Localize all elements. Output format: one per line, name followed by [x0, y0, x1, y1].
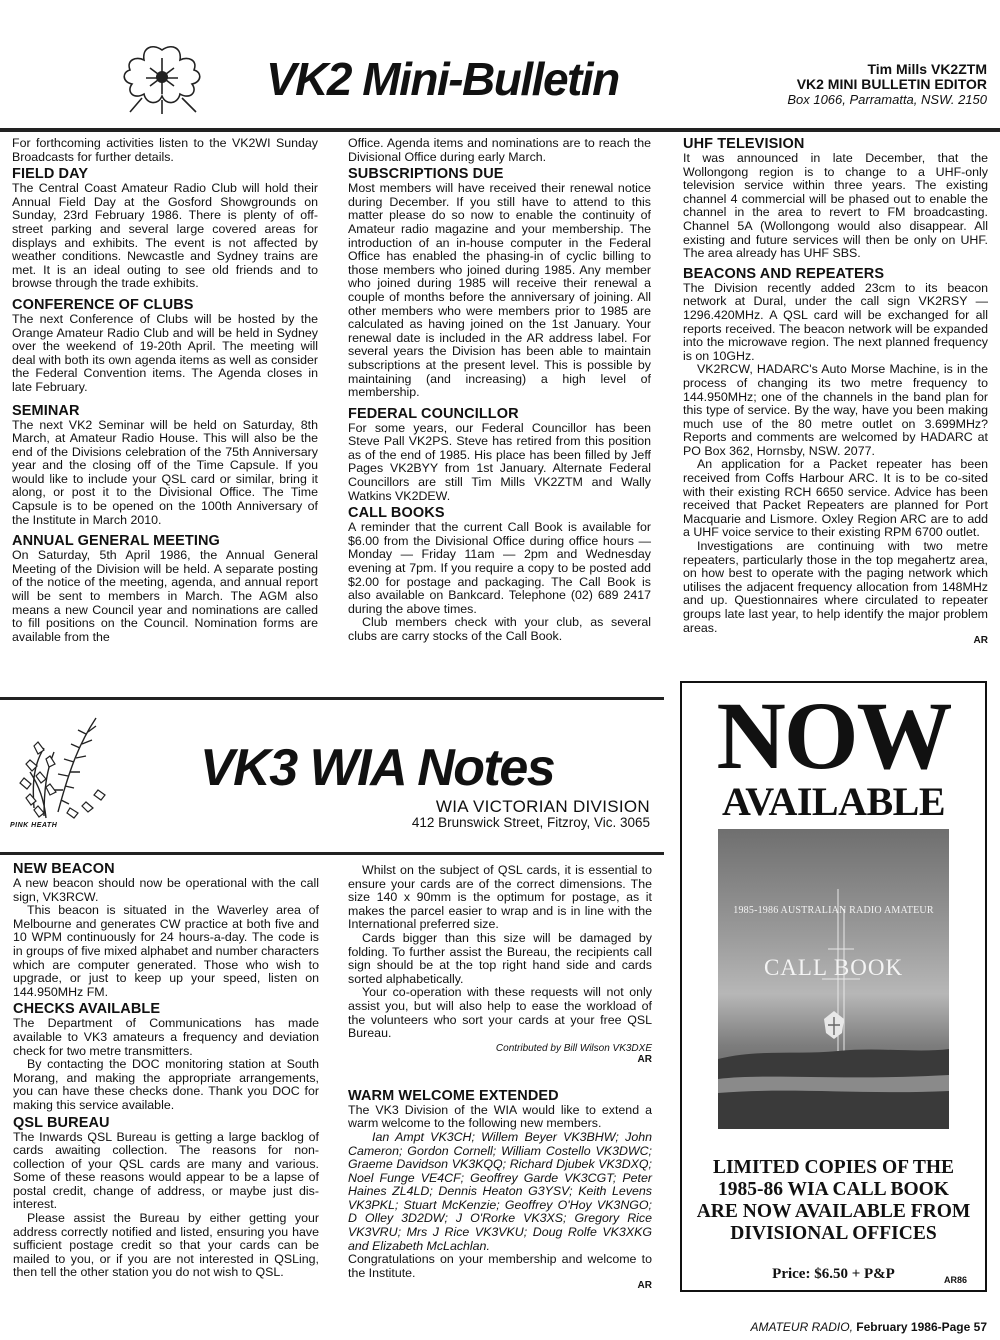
editor-name: Tim Mills VK2ZTM [867, 61, 987, 77]
subscriptions-heading: SUBSCRIPTIONS DUE [348, 166, 504, 183]
call-book-ad [680, 681, 987, 1292]
office-cont-text: Office. Agenda items and nominations are to reach the Divisional Office during early March. [348, 136, 651, 164]
vk2-column-2 [348, 137, 651, 644]
vk3-ar-sign-1: AR [637, 1053, 652, 1065]
conference-text: The next Conference of Clubs will be hosted by the Orange Amateur Radio Club and will be held in Sydney over the weekend of 19-20th April. The meeting will deal with both its own agenda items as well as consider the Federal Convention items. The Agenda closes in late February. [12, 311, 318, 394]
footer-date-page: February 1986-Page 57 [856, 1320, 987, 1334]
welcome-heading: WARM WELCOME EXTENDED [348, 1087, 559, 1104]
call-books-heading: CALL BOOKS [348, 505, 445, 522]
editor-address: Box 1066, Parramatta, NSW. 2150 [787, 92, 987, 107]
agm-text: On Saturday, 5th April 1986, the Annual General Meeting of the Division will be held. A separate posting of the notice of the meeting, agenda, and annual report will be sent to members in March. The AGM also means a new Council year and nominations are called to fill positions on the Council. Nomination forms are available from the [12, 548, 318, 644]
field-day-text: The Central Coast Amateur Radio Club will hold their Annual Field Day at the Gosford Showgrounds on Sunday, 23rd February 1986. There is plenty of off-street parking and several large covered areas for displays and exhibits. The event is not affected by weather conditions. Newcastle and Sydney trains are met. It is an ideal outing to see old friends and to browse through the trade exhibits. [12, 181, 318, 291]
call-books-clubs-text: Club members check with your club, as several clubs are carry stocks of the Call Book. [348, 615, 651, 643]
vk2-top-rule [0, 128, 1000, 132]
subscriptions-text: Most members will have received their renewal notice during December. If you still have to attend to this matter please do so now to enable the continuity of Amateur radio magazine and your membership. The introduction of an in-house computer in the Federal Office has enabled the phasing-in of cyclic billing to those members who joined during 1985. Any member who joined during 1985 will receive their renewal a couple of months before the anniversary of joining. All other members who were members prior to 1985 are calculated as having joined on the 1st January. Your renewal date is included in the AR address label. For several years the Division has been able to maintain subscriptions at the present level. This is possible by maintaining (and increasing) a high level of membership. [348, 181, 651, 400]
vk2-column-1 [12, 137, 318, 644]
ad-cover-title: 1985-1986 AUSTRALIAN RADIO AMATEUR [733, 905, 934, 916]
vk3-column-2 [348, 864, 652, 1291]
pink-heath-logo [10, 712, 120, 840]
qsl-bureau-text-2: Please assist the Bureau by either getting your address correctly notified and listed, ensuring you have sufficient postage credit so that your cards can be mailed to you, or if you are not interested in QSLing, then tell the other station you do not wish to QSL. [13, 1211, 319, 1280]
vk2-bottom-rule [0, 697, 664, 700]
federal-councillor-heading: FEDERAL COUNCILLOR [348, 405, 519, 422]
vk2-column-3 [683, 137, 988, 646]
qsl-bureau-heading: QSL BUREAU [13, 1114, 110, 1131]
qsl-size-text: Whilst on the subject of QSL cards, it is essential to ensure your cards are of the correct dimensions. The size 140 x 90mm is the optimum for postage, as it makes the parcel easier to wrap and is in line with the International preferred size. [348, 863, 652, 932]
ad-cover-label: CALL BOOK [763, 955, 904, 980]
uhf-tv-text: It was announced in late December, that the Wollongong region is to change to a UHF-only television service within three years. The existing channel 4 commercial will be phased out to enable the channel in the area to revert to FM broadcasting. Channel 5A (Wollongong would also disappear. All existing and future services will then be only on UHF. The area already has UHF SBS. [683, 151, 988, 261]
call-books-text: A reminder that the current Call Book is available for $6.00 from the Divisional Office during office hours — Monday — Friday 11am — 2pm and Wednesday evening at 7pm. If you require a copy to be posted add $2.00 for postage and packaging. The Call Book is also available on Bankcard. Telephone (02) 689 2417 during the above times. [348, 520, 651, 616]
vk2-intro: For forthcoming activities listen to the VK2WI Sunday Broadcasts for further details. [12, 136, 318, 164]
new-beacon-heading: NEW BEACON [13, 861, 115, 877]
ad-code: AR86 [943, 1275, 967, 1285]
members-list: Ian Ampt VK3CH; Willem Beyer VK3BHW; John Cameron; Gordon Cornell; William Costello VK3DWC; Graeme Davidson VK3KQQ; Richard Djubek VK3DXQ; Noel Funge VE4CF; Geoffrey Garde VK3CGT; Peter Haines ZL4LD; Dennis Heaton G3YSV; Keith Levens VK3PKL; Stuart McKenzie; Geoffrey O'Hoy VK3NGO; D Olley 3D2DW; J O'Rorke VK3XS; Gregory Rice VK3VRU; Mrs J Rice VK3VKU; Doug Rolfe VK3XKG and Elizabeth McLachlan. [348, 1129, 652, 1253]
qsl-folding-text: Cards bigger than this size will be damaged by folding. To further assist the Bureau, the recipients call sign should be at the top right hand side and cards sorted alphabetically. [348, 930, 652, 986]
beacons-heading: BEACONS AND REPEATERS [683, 265, 885, 282]
federal-councillor-text: For some years, our Federal Councillor has been Steve Pall VK2PS. Steve has retired from this position as of the end of 1985. His place has been filled by Jeff Pages VK2BYY from 1st January. Alternate Federal Councillors are still Tim Mills VK2ZTM and Wally Watkins VK2DEW. [348, 420, 651, 503]
contributed-by [348, 1043, 652, 1054]
welcome-text-1: The VK3 Division of the WIA would like to extend a warm welcome to the following new members. [348, 1102, 652, 1131]
vk2-logo [112, 38, 212, 116]
qsl-bureau-text-1: The Inwards QSL Bureau is getting a large backlog of cards awaiting collection. The reasons for non-collection of your QSL cards are many and various. Some of these reasons would appear to be a lapse of postal credit, change of address, or maybe just dis-interest. [13, 1129, 319, 1212]
beacons-text-3: An application for a Packet repeater has been received from Coffs Harbour ARC. It is to be co-sited with their existing RCH 6650 service. Advice has been received that Packet Repeaters are planned for Port Macquarie and Lismore. Oxley Region ARC are to add a UHF voice service to their existing RPM 6700 outlet. [683, 457, 988, 540]
beacons-text-4: Investigations are continuing with two metre repeaters, particularly those in the top megahertz area, on how best to operate with the paging network which utilises the adjacent frequency allocation from 148MHz and up. Questionnaires where circulated to repeater groups late last year, to help identify the major problem areas. [683, 539, 988, 635]
field-day-heading: FIELD DAY [12, 166, 89, 183]
vk3-ar-sign-2: AR [637, 1280, 652, 1292]
ad-text: LIMITED COPIES OF THE 1985-86 WIA CALL BOOK ARE NOW AVAILABLE FROM DIVISIONAL OFFICES [696, 1157, 971, 1244]
beacons-text-1: The Division recently added 23cm to its beacon network at Dural, under the call sign VK2RSY — 1296.420MHz. A QSL card will be exchanged for all reports received. The beacon network will be expanded into the microwave region. The next planned frequency is on 10GHz. [683, 280, 988, 363]
vk2-ar-sign: AR [973, 635, 988, 647]
vk3-subtitle: WIA VICTORIAN DIVISION [435, 797, 650, 816]
checks-heading: CHECKS AVAILABLE [13, 1001, 161, 1018]
vk3-address: 412 Brunswick Street, Fitzroy, Vic. 3065 [411, 815, 650, 830]
beacons-text-2: VK2RCW, HADARC's Auto Morse Machine, is in the process of changing its two metre frequency to 144.950MHz; one of the channels in the band plan for this type of service. By the way, have you been making much use of the 80 metre outlet on 3.699MHz? Reports and comments are welcomed by HADARC at PO Box 362, Hornsby, NSW. 2077. [683, 362, 988, 458]
vk3-column-1 [13, 862, 319, 1280]
seminar-heading: SEMINAR [12, 402, 80, 419]
welcome-text-2: Congratulations on your membership and welcome to the Institute. [348, 1252, 652, 1280]
conference-heading: CONFERENCE OF CLUBS [12, 296, 194, 313]
footer-magazine: AMATEUR RADIO, [750, 1320, 853, 1334]
page-footer [750, 1320, 987, 1334]
logo-caption: PINK HEATH [10, 822, 58, 829]
editor-role: VK2 MINI BULLETIN EDITOR [796, 76, 987, 92]
new-beacon-text-2: This beacon is situated in the Waverley area of Melbourne and generates CW practice at both five and 10 WPM continuously for 24 hours-a-day. The code is in groups of five mixed alphabet and number characters which are computer generated. Those who wish to upgrade, or just to keep up your speed, listen on 144.950MHz FM. [13, 903, 319, 999]
contributed-text: Contributed by Bill Wilson VK3DXE [495, 1042, 652, 1054]
vk2-title: VK2 Mini-Bulletin [266, 53, 619, 105]
checks-text-1: The Department of Communications has made available to VK3 amateurs a frequency and deviation check for two metre transmitters. [13, 1016, 319, 1058]
new-beacon-text-1: A new beacon should now be operational with the call sign, VK3RCW. [13, 876, 319, 904]
ad-cover-image [718, 829, 949, 1129]
uhf-tv-heading: UHF TELEVISION [683, 136, 805, 152]
qsl-cooperation-text: Your co-operation with these requests will not only assist you, but will also help to ease the workload of the volunteers who sort your cards at your free QSL Bureau. [348, 985, 652, 1041]
ad-available: AVAILABLE [721, 779, 946, 824]
seminar-text: The next VK2 Seminar will be held on Saturday, 8th March, at Amateur Radio House. This will also be the end of the Divisions celebration of the 75th Anniversary year and the closing off of the Time Capsule. If you would like to include your QSL card or similar, bring it along, or post it to the Divisional Office. The Time Capsule is to be opened on the 100th Anniversary of the Institute in March 2010. [12, 417, 318, 527]
ad-price: Price: $6.50 + P&P [772, 1266, 895, 1282]
checks-text-2: By contacting the DOC monitoring station at South Morang, and making the appropriate arrangements, you can have these checks done. Thank you DOC for making this service available. [13, 1057, 319, 1112]
vk2-editor-block [787, 62, 987, 107]
ad-now: NOW [716, 682, 951, 789]
vk3-title: VK3 WIA Notes [200, 739, 555, 797]
agm-heading: ANNUAL GENERAL MEETING [12, 533, 220, 550]
vk3-header-rule [0, 852, 664, 855]
